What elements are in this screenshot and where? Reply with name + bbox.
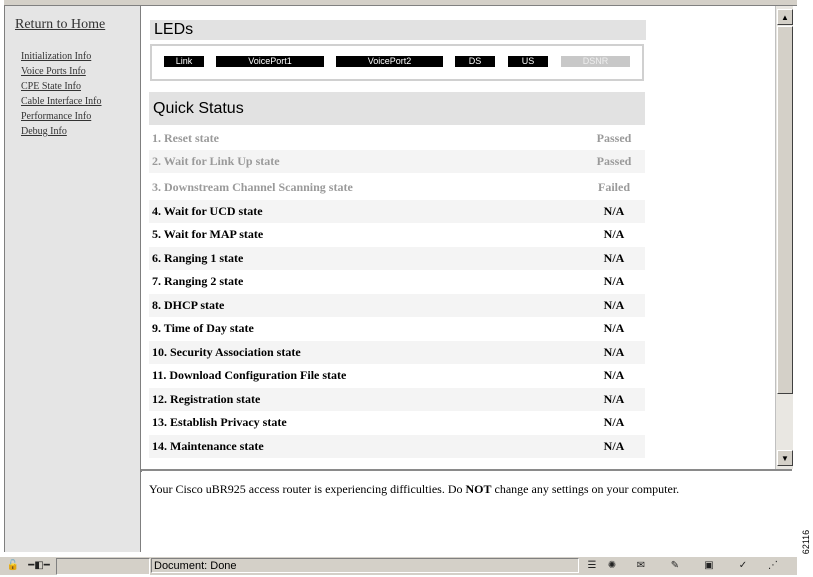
message-frame: [141, 472, 792, 552]
scroll-up-button[interactable]: [777, 9, 793, 25]
status-row-value: N/A: [603, 392, 625, 406]
quick-status-title: Quick Status: [149, 92, 645, 125]
status-row: [149, 150, 645, 173]
status-message-end: change any settings on your computer.: [491, 482, 680, 496]
status-message-start: Your Cisco uBR925 access router is experiencing difficulties. Do: [149, 482, 466, 496]
scroll-down-button[interactable]: [777, 450, 793, 466]
status-row-label: 14. Maintenance state: [152, 439, 264, 453]
led-link: Link: [164, 56, 204, 67]
status-row: [149, 223, 645, 246]
status-row-label: 12. Registration state: [152, 392, 261, 406]
status-row-label: 8. DHCP state: [152, 298, 225, 312]
status-message-emphasis: NOT: [465, 482, 492, 496]
status-row-value: N/A: [603, 274, 625, 288]
status-row-value: Passed: [596, 154, 632, 168]
status-row: [149, 294, 645, 317]
status-row-value: Passed: [596, 131, 632, 145]
navigator-icon[interactable]: ✺: [607, 560, 617, 571]
status-row-label: 6. Ranging 1 state: [152, 251, 244, 265]
status-row-label: 7. Ranging 2 state: [152, 274, 244, 288]
status-row-label: 13. Establish Privacy state: [152, 415, 287, 429]
arrow-down-icon: ▼: [781, 453, 789, 463]
status-row-value: N/A: [603, 204, 625, 218]
arrow-up-icon: ▲: [781, 12, 789, 22]
list-icon[interactable]: ☰: [587, 560, 597, 571]
leds-title: LEDs: [150, 20, 646, 40]
address-book-icon[interactable]: ▣: [704, 560, 714, 571]
led-dsnr: DSNR: [561, 56, 630, 67]
sidebar-nav: [21, 49, 102, 139]
led-voiceport1: VoicePort1: [216, 56, 324, 67]
browser-status-bar: [0, 556, 797, 575]
status-row: [149, 176, 645, 199]
resize-grip-icon[interactable]: ⋰: [768, 560, 778, 571]
status-row: [149, 270, 645, 293]
sidebar: [4, 6, 142, 552]
status-row-label: 11. Download Configuration File state: [152, 368, 347, 382]
progress-cell: [56, 558, 150, 575]
status-row: [149, 317, 645, 340]
leds-panel: [150, 44, 644, 81]
status-row: [149, 411, 645, 434]
status-row-label: 2. Wait for Link Up state: [152, 154, 280, 168]
status-row-label: 9. Time of Day state: [152, 321, 254, 335]
status-row-label: 1. Reset state: [152, 131, 219, 145]
vertical-scrollbar[interactable]: [775, 6, 793, 469]
status-row: [149, 247, 645, 270]
status-text: Document: Done: [151, 558, 579, 573]
figure-number-text: 62116: [801, 529, 811, 555]
status-row-label: 10. Security Association state: [152, 345, 301, 359]
return-home-link[interactable]: Return to Home: [15, 17, 106, 32]
sidebar-item-debug-info[interactable]: Debug Info: [21, 126, 67, 137]
led-voiceport2: VoicePort2: [336, 56, 443, 67]
status-row: [149, 435, 645, 458]
status-row: [149, 388, 645, 411]
status-row-value: N/A: [603, 368, 625, 382]
scroll-thumb[interactable]: [777, 26, 793, 394]
connection-plug-icon: ━◧━: [28, 560, 50, 571]
status-message: [149, 482, 679, 497]
led-us: US: [508, 56, 548, 67]
sidebar-item-cpe-state-info[interactable]: CPE State Info: [21, 81, 81, 92]
status-row-value: Failed: [598, 180, 630, 194]
status-row: [149, 200, 645, 223]
status-row-label: 4. Wait for UCD state: [152, 204, 263, 218]
main-content: [141, 6, 775, 469]
status-row: [149, 127, 645, 150]
led-ds: DS: [455, 56, 495, 67]
sidebar-item-initialization-info[interactable]: Initialization Info: [21, 51, 92, 62]
check-icon[interactable]: ✓: [738, 560, 748, 571]
status-row-value: N/A: [603, 439, 625, 453]
sidebar-item-performance-info[interactable]: Performance Info: [21, 111, 92, 122]
sidebar-item-voice-ports-info[interactable]: Voice Ports Info: [21, 66, 86, 77]
sidebar-item-cable-interface-info[interactable]: Cable Interface Info: [21, 96, 102, 107]
status-row-value: N/A: [603, 345, 625, 359]
status-row-value: N/A: [603, 298, 625, 312]
status-row: [149, 364, 645, 387]
security-lock-icon[interactable]: 🔓: [6, 560, 20, 571]
status-row: [149, 341, 645, 364]
frame-divider[interactable]: [141, 469, 792, 471]
status-row-label: 3. Downstream Channel Scanning state: [152, 180, 353, 194]
status-row-label: 5. Wait for MAP state: [152, 227, 264, 241]
status-row-value: N/A: [603, 415, 625, 429]
figure-number: [797, 520, 813, 570]
mail-icon[interactable]: ✉: [636, 560, 646, 571]
status-row-value: N/A: [603, 227, 625, 241]
composer-icon[interactable]: ✎: [670, 560, 680, 571]
status-row-value: N/A: [603, 251, 625, 265]
status-row-value: N/A: [603, 321, 625, 335]
